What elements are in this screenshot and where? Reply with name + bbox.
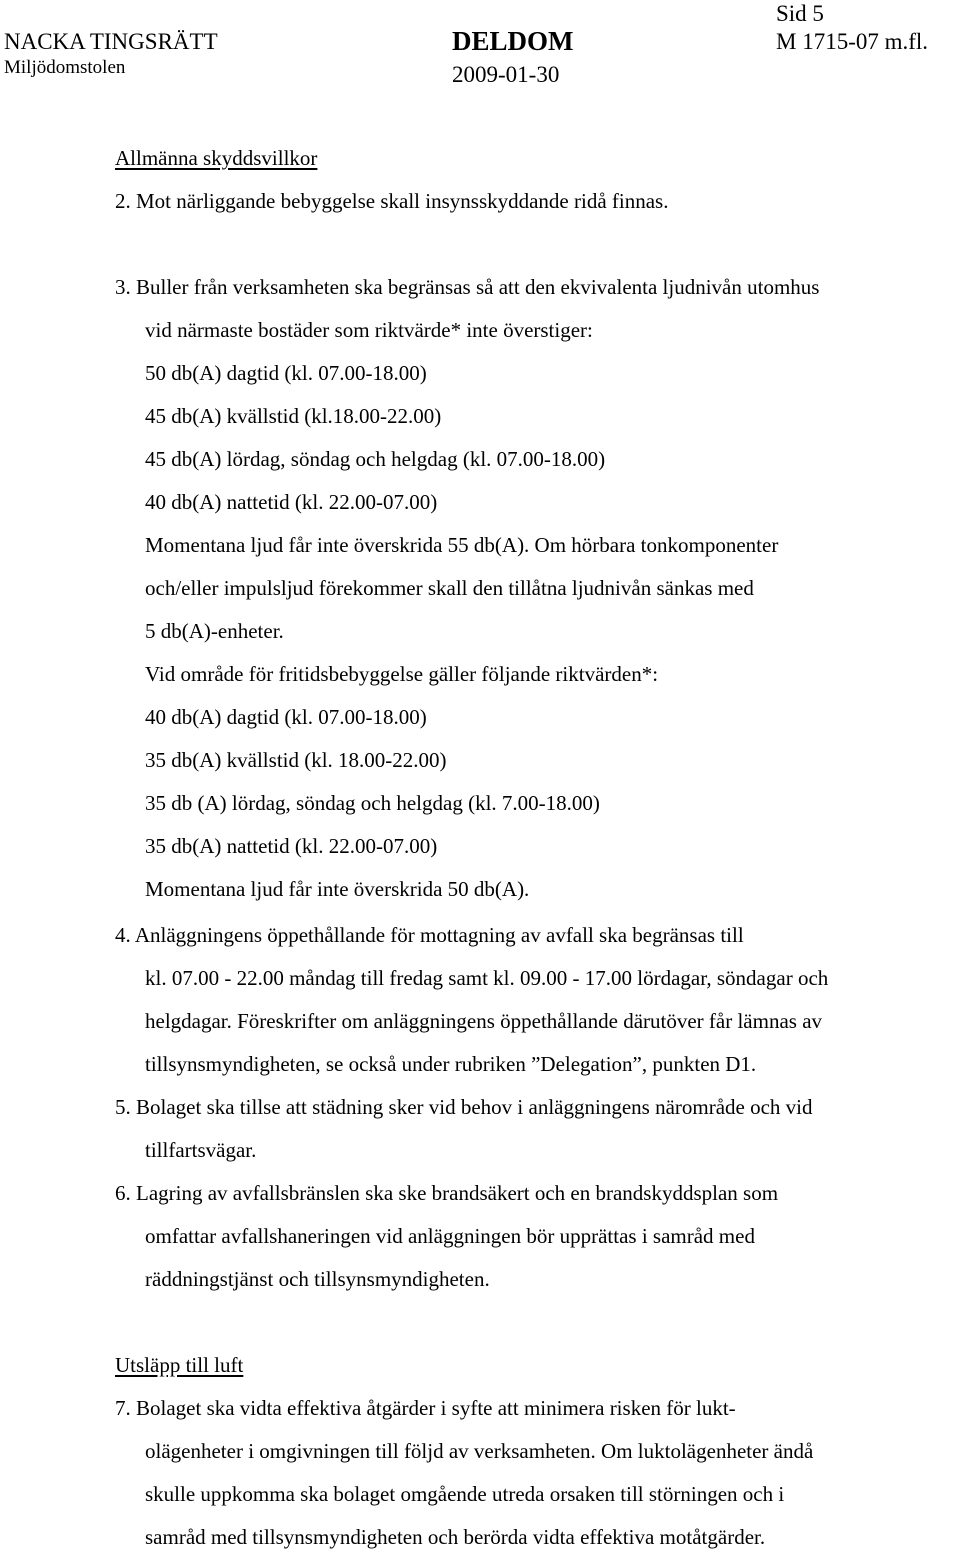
condition-line: räddningstjänst och tillsynsmyndigheten. xyxy=(145,1267,490,1291)
condition-line: 2. Mot närliggande bebyggelse skall insynsskyddande ridå finnas. xyxy=(115,189,669,213)
condition-line: 40 db(A) dagtid (kl. 07.00-18.00) xyxy=(145,705,427,729)
condition-line: skulle uppkomma ska bolaget omgående utreda orsaken till störningen och i xyxy=(145,1482,785,1506)
condition-line: 6. Lagring av avfallsbränslen ska ske brandsäkert och en brandskyddsplan som xyxy=(115,1181,779,1205)
condition-line: 35 db (A) lördag, söndag och helgdag (kl. 7.00-18.00) xyxy=(145,791,600,815)
case-number: M 1715-07 m.fl. xyxy=(776,29,929,54)
condition-line: olägenheter i omgivningen till följd av verksamheten. Om luktolägenheter ändå xyxy=(145,1439,814,1463)
condition-line: och/eller impulsljud förekommer skall den tillåtna ljudnivån sänkas med xyxy=(145,576,754,600)
condition-line: tillsynsmyndigheten, se också under rubriken ”Delegation”, punkten D1. xyxy=(145,1052,757,1076)
document-type: DELDOM xyxy=(452,26,574,56)
condition-line: Vid område för fritidsbebyggelse gäller följande riktvärden*: xyxy=(145,662,659,686)
condition-line: 5 db(A)-enheter. xyxy=(145,619,284,643)
condition-line: tillfartsvägar. xyxy=(145,1138,257,1162)
condition-line: 3. Buller från verksamheten ska begränsas så att den ekvivalenta ljudnivån utomhus xyxy=(115,275,820,299)
condition-line: 5. Bolaget ska tillse att städning sker vid behov i anläggningens närområde och vid xyxy=(115,1095,813,1119)
condition-line: helgdagar. Föreskrifter om anläggningens öppethållande därutöver får lämnas av xyxy=(145,1009,823,1033)
condition-line: kl. 07.00 - 22.00 måndag till fredag samt kl. 09.00 - 17.00 lördagar, söndagar och xyxy=(145,966,829,990)
court-division: Miljödomstolen xyxy=(4,57,126,78)
condition-line: 50 db(A) dagtid (kl. 07.00-18.00) xyxy=(145,361,427,385)
page-number: Sid 5 xyxy=(776,1,824,26)
section-heading-general-conditions: Allmänna skyddsvillkor xyxy=(115,146,318,170)
condition-line: 45 db(A) kvällstid (kl.18.00-22.00) xyxy=(145,404,442,428)
condition-line: samråd med tillsynsmyndigheten och berörda vidta effektiva motåtgärder. xyxy=(145,1525,766,1549)
section-heading-air-emissions: Utsläpp till luft xyxy=(115,1353,244,1377)
condition-line: vid närmaste bostäder som riktvärde* inte överstiger: xyxy=(145,318,593,342)
court-name: NACKA TINGSRÄTT xyxy=(4,29,218,54)
condition-line: 35 db(A) kvällstid (kl. 18.00-22.00) xyxy=(145,748,447,772)
condition-line: 40 db(A) nattetid (kl. 22.00-07.00) xyxy=(145,490,438,514)
condition-line: Momentana ljud får inte överskrida 55 db(A). Om hörbara tonkomponenter xyxy=(145,533,779,557)
condition-line: 45 db(A) lördag, söndag och helgdag (kl. 07.00-18.00) xyxy=(145,447,606,471)
condition-line: Momentana ljud får inte överskrida 50 db(A). xyxy=(145,877,530,901)
condition-line: 35 db(A) nattetid (kl. 22.00-07.00) xyxy=(145,834,438,858)
condition-line: 7. Bolaget ska vidta effektiva åtgärder i syfte att minimera risken för lukt- xyxy=(115,1396,736,1420)
document-date: 2009-01-30 xyxy=(452,62,560,87)
condition-line: 4. Anläggningens öppethållande för mottagning av avfall ska begränsas till xyxy=(115,923,744,947)
condition-line: omfattar avfallshaneringen vid anläggningen bör upprättas i samråd med xyxy=(145,1224,755,1248)
